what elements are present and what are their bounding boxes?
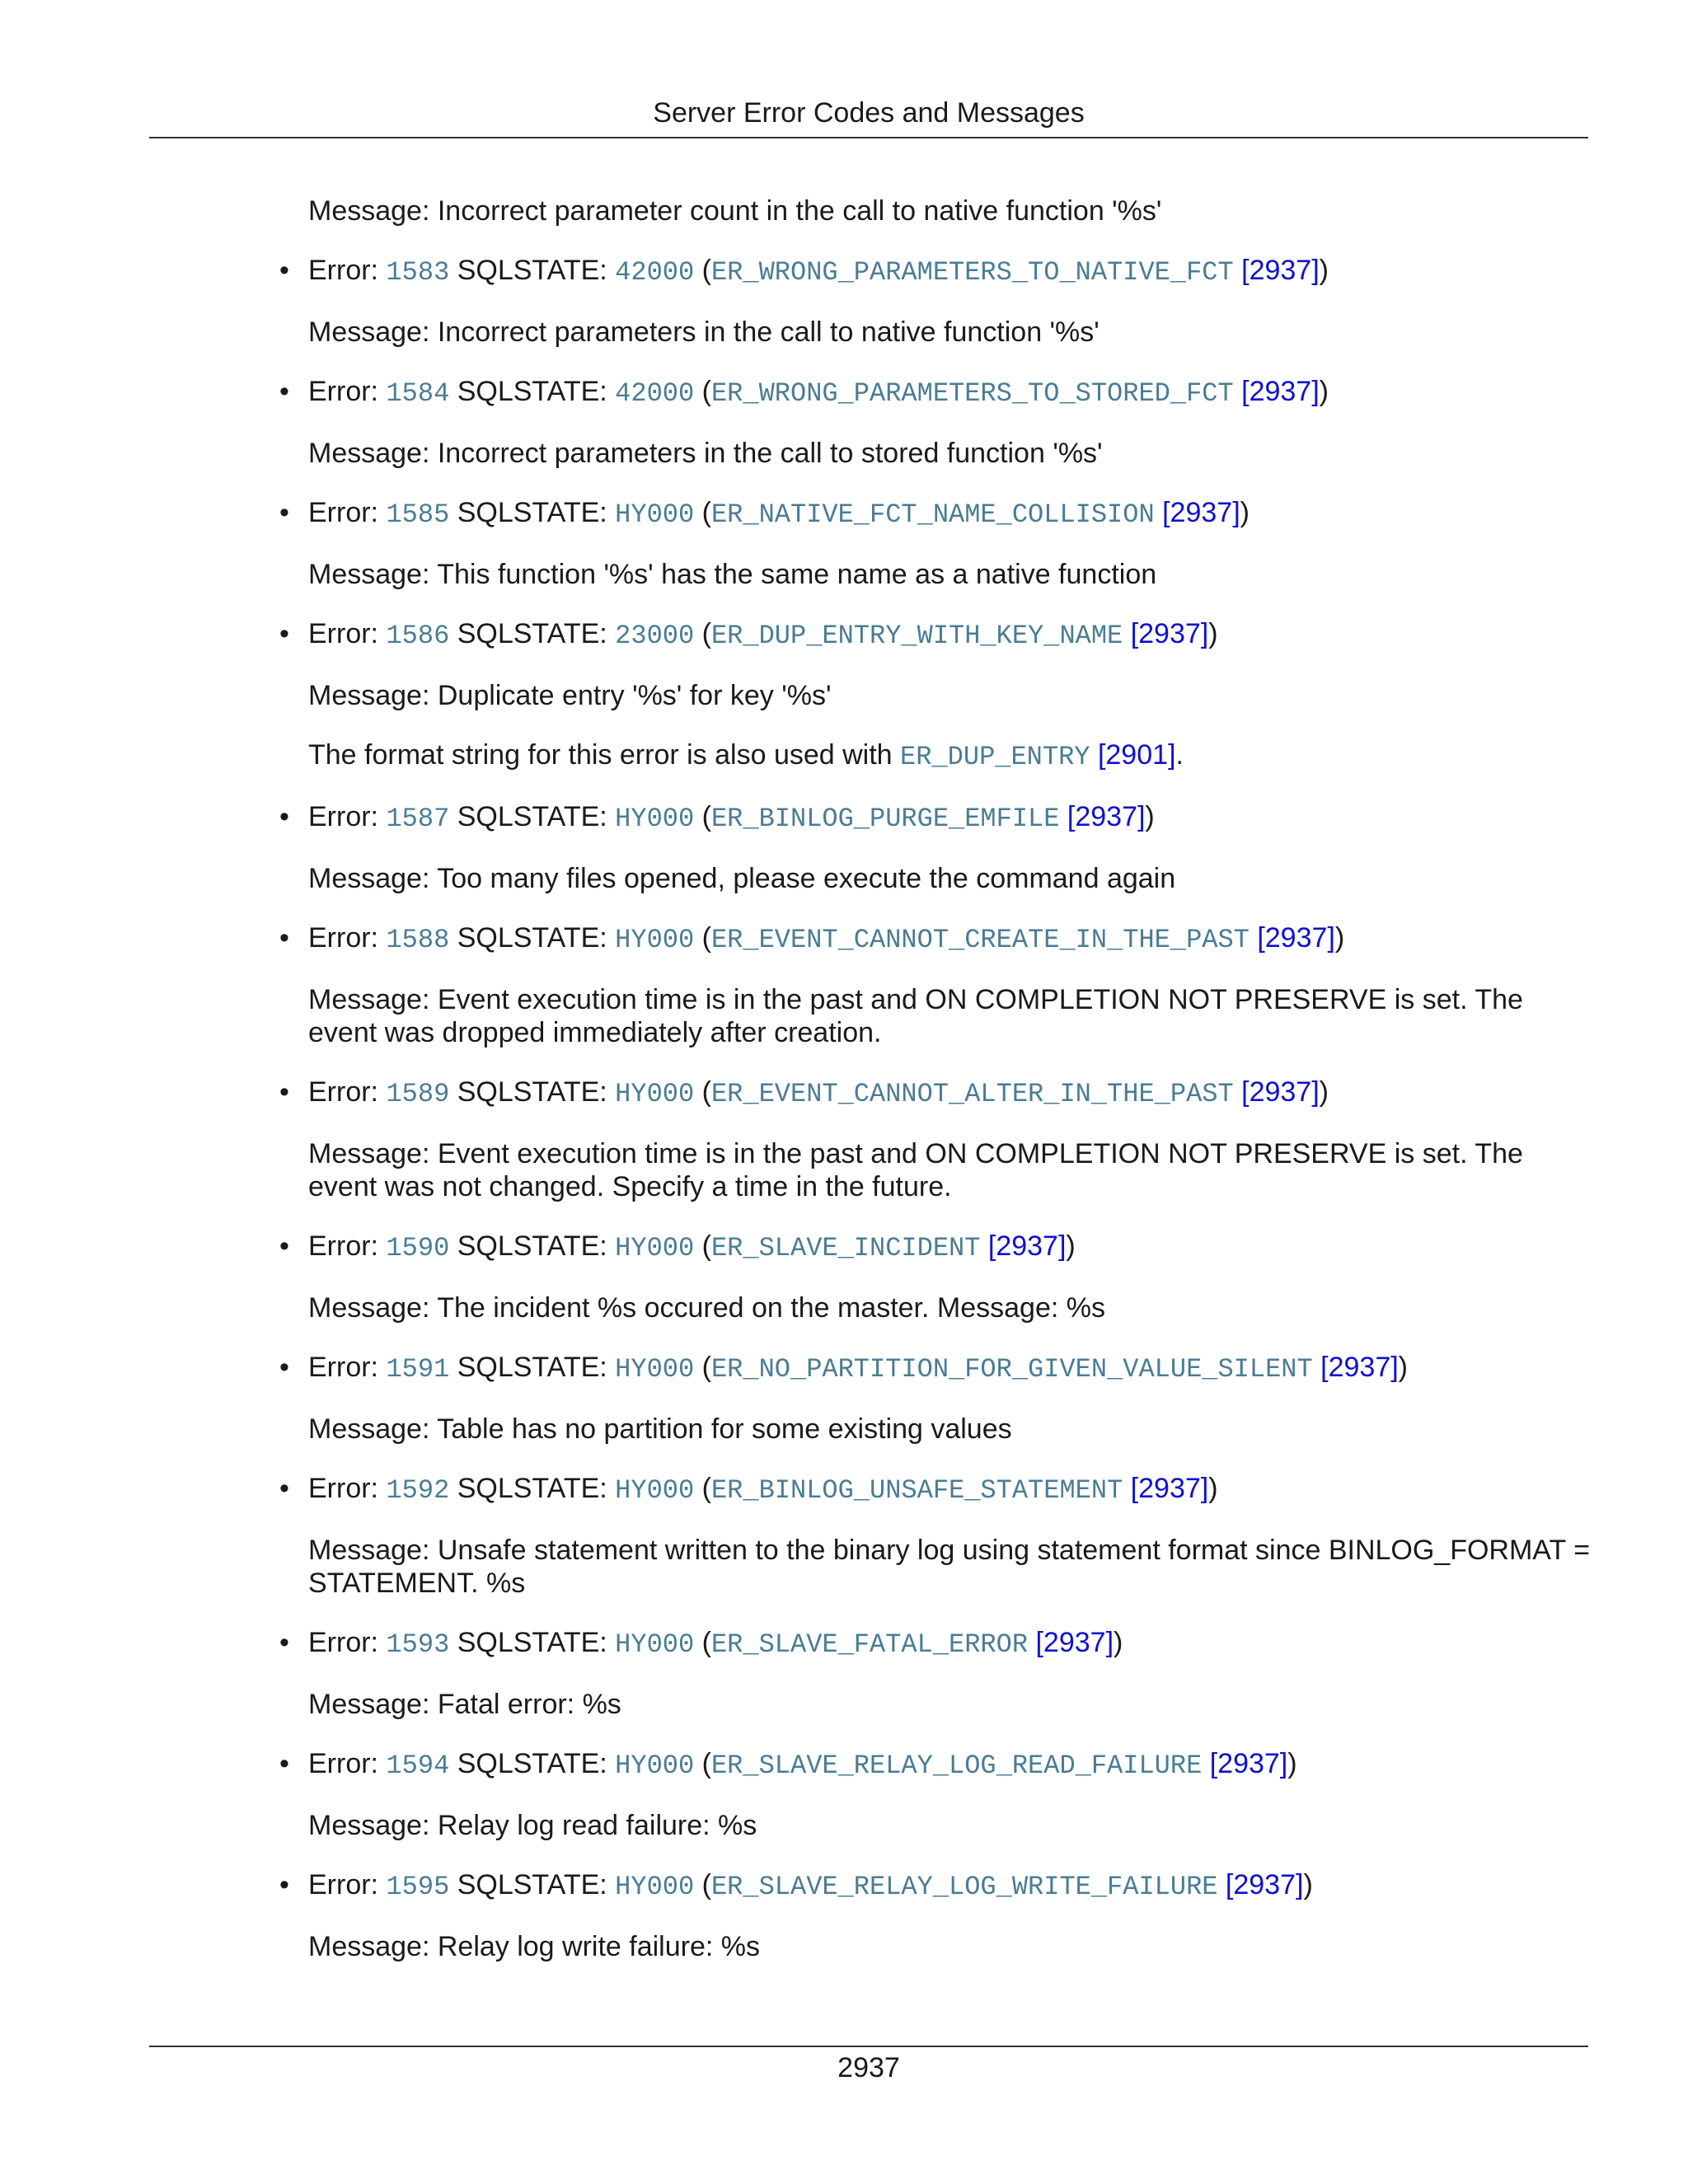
sqlstate-label: SQLSTATE: [449, 1748, 616, 1779]
error-message: Message: Incorrect parameters in the call to stored function '%s' [308, 438, 1103, 469]
error-label: Error: [308, 1230, 387, 1262]
sqlstate-label: SQLSTATE: [449, 497, 616, 528]
sqlstate-label: SQLSTATE: [449, 1076, 616, 1108]
error-number[interactable]: 1593 [386, 1629, 450, 1660]
sqlstate-label: SQLSTATE: [449, 801, 616, 832]
bullet-marker: • [279, 1748, 289, 1779]
bullet-marker: • [279, 1473, 289, 1504]
bullet-marker: • [279, 1869, 289, 1900]
bullet-marker: • [279, 255, 289, 286]
error-symbol[interactable]: ER_WRONG_PARAMETERS_TO_STORED_FCT [710, 378, 1234, 409]
sqlstate-code[interactable]: HY000 [615, 1629, 695, 1660]
sqlstate-label: SQLSTATE: [449, 1869, 616, 1900]
error-symbol[interactable]: ER_SLAVE_INCIDENT [710, 1233, 981, 1263]
page-header-title: Server Error Codes and Messages [653, 97, 1085, 129]
error-entry: • Error: 1594 SQLSTATE: HY000 (ER_SLAVE_RELAY_LOG_READ_FAILURE [2937]) [279, 1748, 1297, 1781]
error-symbol[interactable]: ER_EVENT_CANNOT_ALTER_IN_THE_PAST [710, 1079, 1234, 1109]
error-label: Error: [308, 1627, 387, 1658]
bullet-marker: • [279, 376, 289, 407]
bullet-marker: • [279, 618, 289, 649]
error-message: Message: Relay log read failure: %s [308, 1810, 757, 1841]
error-number[interactable]: 1591 [386, 1354, 450, 1385]
sqlstate-label: SQLSTATE: [449, 1352, 616, 1383]
error-message: Message: Fatal error: %s [308, 1689, 621, 1720]
note-suffix: . [1175, 739, 1184, 771]
sqlstate-label: SQLSTATE: [449, 618, 616, 649]
sqlstate-label: SQLSTATE: [449, 376, 616, 407]
note-text: The format string for this error is also used with [308, 739, 901, 771]
error-message: Message: Event execution time is in the past and ON COMPLETION NOT PRESERVE is set. The event was dropped immediately after creation. [308, 984, 1523, 1048]
error-label: Error: [308, 922, 387, 954]
page-reference-link[interactable]: [2937] [987, 1230, 1067, 1262]
page-reference-link[interactable]: [2937] [1130, 618, 1209, 649]
error-number[interactable]: 1592 [386, 1475, 450, 1506]
page-reference-link[interactable]: [2901] [1097, 739, 1176, 771]
error-note [308, 738, 1594, 774]
error-number[interactable]: 1588 [386, 925, 450, 955]
bullet-marker: • [279, 922, 289, 954]
error-entry: • Error: 1585 SQLSTATE: HY000 (ER_NATIVE_FCT_NAME_COLLISION [2937]) [279, 497, 1250, 530]
sqlstate-code[interactable]: HY000 [615, 1750, 695, 1781]
error-symbol[interactable]: ER_BINLOG_PURGE_EMFILE [710, 804, 1060, 834]
page-reference-link[interactable]: [2937] [1035, 1627, 1114, 1658]
sqlstate-label: SQLSTATE: [449, 1230, 616, 1262]
sqlstate-label: SQLSTATE: [449, 1473, 616, 1504]
error-entry: • Error: 1587 SQLSTATE: HY000 (ER_BINLOG_PURGE_EMFILE [2937]) [279, 801, 1155, 834]
error-symbol[interactable]: ER_WRONG_PARAMETERS_TO_NATIVE_FCT [710, 257, 1234, 288]
error-entry: • Error: 1590 SQLSTATE: HY000 (ER_SLAVE_INCIDENT [2937]) [279, 1230, 1076, 1263]
error-label: Error: [308, 376, 387, 407]
bullet-marker: • [279, 1076, 289, 1108]
sqlstate-code[interactable]: HY000 [615, 499, 695, 530]
error-label: Error: [308, 1748, 387, 1779]
error-symbol[interactable]: ER_EVENT_CANNOT_CREATE_IN_THE_PAST [710, 925, 1250, 955]
error-number[interactable]: 1594 [386, 1750, 450, 1781]
error-symbol[interactable]: ER_SLAVE_RELAY_LOG_READ_FAILURE [710, 1750, 1203, 1781]
error-label: Error: [308, 1076, 387, 1108]
error-label: Error: [308, 618, 387, 649]
sqlstate-code[interactable]: HY000 [615, 1475, 695, 1506]
page-reference-link[interactable]: [2937] [1130, 1473, 1209, 1504]
bullet-marker: • [279, 1627, 289, 1658]
error-message: Message: Table has no partition for some existing values [308, 1413, 1012, 1445]
page-reference-link[interactable]: [2937] [1209, 1748, 1288, 1779]
page-reference-link[interactable]: [2937] [1241, 1076, 1320, 1108]
error-label: Error: [308, 497, 387, 528]
error-entry: • Error: 1589 SQLSTATE: HY000 (ER_EVENT_CANNOT_ALTER_IN_THE_PAST [2937]) [279, 1076, 1329, 1109]
page-number: 2937 [837, 2052, 900, 2083]
error-symbol[interactable]: ER_NO_PARTITION_FOR_GIVEN_VALUE_SILENT [710, 1354, 1313, 1385]
error-symbol[interactable]: ER_DUP_ENTRY_WITH_KEY_NAME [710, 621, 1123, 651]
sqlstate-code[interactable]: 42000 [615, 257, 695, 288]
error-symbol[interactable]: ER_SLAVE_RELAY_LOG_WRITE_FAILURE [710, 1872, 1218, 1902]
sqlstate-label: SQLSTATE: [449, 255, 616, 286]
note-symbol[interactable]: ER_DUP_ENTRY [900, 742, 1090, 772]
sqlstate-label: SQLSTATE: [449, 922, 616, 954]
page-reference-link[interactable]: [2937] [1320, 1352, 1399, 1383]
page-reference-link[interactable]: [2937] [1162, 497, 1240, 528]
sqlstate-code[interactable]: 42000 [615, 378, 695, 409]
intro-message: Message: Incorrect parameter count in the call to native function '%s' [308, 195, 1162, 227]
error-label: Error: [308, 1473, 387, 1504]
bullet-marker: • [279, 801, 289, 832]
error-symbol[interactable]: ER_NATIVE_FCT_NAME_COLLISION [710, 499, 1155, 530]
error-message: Message: Too many files opened, please execute the command again [308, 863, 1176, 894]
error-entry: • Error: 1591 SQLSTATE: HY000 (ER_NO_PARTITION_FOR_GIVEN_VALUE_SILENT [2937]) [279, 1352, 1408, 1385]
error-message: Message: The incident %s occured on the master. Message: %s [308, 1292, 1105, 1324]
error-entry: • Error: 1584 SQLSTATE: 42000 (ER_WRONG_PARAMETERS_TO_STORED_FCT [2937]) [279, 376, 1329, 409]
error-entry: • Error: 1595 SQLSTATE: HY000 (ER_SLAVE_RELAY_LOG_WRITE_FAILURE [2937]) [279, 1869, 1313, 1902]
error-message: Message: Event execution time is in the past and ON COMPLETION NOT PRESERVE is set. The event was not changed. Specify a time in the future. [308, 1138, 1523, 1202]
sqlstate-label: SQLSTATE: [449, 1627, 616, 1658]
error-entry: • Error: 1583 SQLSTATE: 42000 (ER_WRONG_PARAMETERS_TO_NATIVE_FCT [2937]) [279, 255, 1329, 288]
error-entry: • Error: 1586 SQLSTATE: 23000 (ER_DUP_ENTRY_WITH_KEY_NAME [2937]) [279, 618, 1218, 651]
page-reference-link[interactable]: [2937] [1241, 376, 1320, 407]
error-label: Error: [308, 1869, 387, 1900]
error-symbol[interactable]: ER_BINLOG_UNSAFE_STATEMENT [710, 1475, 1123, 1506]
error-message: Message: Unsafe statement written to the binary log using statement format since BINLOG_FORMAT = STATEMENT. %s [308, 1535, 1590, 1599]
bullet-marker: • [279, 497, 289, 528]
error-number[interactable]: 1584 [386, 378, 450, 409]
error-label: Error: [308, 1352, 387, 1383]
sqlstate-code[interactable]: HY000 [615, 925, 695, 955]
footer-divider [149, 2046, 1588, 2047]
page-reference-link[interactable]: [2937] [1241, 255, 1320, 286]
page-reference-link[interactable]: [2937] [1067, 801, 1146, 832]
error-number[interactable]: 1586 [386, 621, 450, 651]
sqlstate-code[interactable]: HY000 [615, 1872, 695, 1902]
error-symbol[interactable]: ER_SLAVE_FATAL_ERROR [710, 1629, 1029, 1660]
error-entry: • Error: 1592 SQLSTATE: HY000 (ER_BINLOG_UNSAFE_STATEMENT [2937]) [279, 1473, 1218, 1506]
error-number[interactable]: 1583 [386, 257, 450, 288]
error-message: Message: Relay log write failure: %s [308, 1931, 761, 1962]
bullet-marker: • [279, 1352, 289, 1383]
error-message: Message: This function '%s' has the same name as a native function [308, 559, 1157, 590]
error-message: Message: Duplicate entry '%s' for key '%s' [308, 680, 832, 711]
error-message: Message: Incorrect parameters in the call to native function '%s' [308, 316, 1100, 348]
error-number[interactable]: 1590 [386, 1233, 450, 1263]
page-reference-link[interactable]: [2937] [1225, 1869, 1304, 1900]
error-number[interactable]: 1595 [386, 1872, 450, 1902]
header-divider [149, 137, 1588, 138]
error-entry: • Error: 1588 SQLSTATE: HY000 (ER_EVENT_CANNOT_CREATE_IN_THE_PAST [2937]) [279, 922, 1345, 955]
sqlstate-code[interactable]: HY000 [615, 1233, 695, 1263]
error-number[interactable]: 1587 [386, 804, 450, 834]
error-label: Error: [308, 801, 387, 832]
sqlstate-code[interactable]: 23000 [615, 621, 695, 651]
error-number[interactable]: 1585 [386, 499, 450, 530]
error-label: Error: [308, 255, 387, 286]
sqlstate-code[interactable]: HY000 [615, 1354, 695, 1385]
sqlstate-code[interactable]: HY000 [615, 1079, 695, 1109]
page-reference-link[interactable]: [2937] [1257, 922, 1335, 954]
bullet-marker: • [279, 1230, 289, 1262]
error-list [279, 194, 1594, 1990]
error-number[interactable]: 1589 [386, 1079, 450, 1109]
sqlstate-code[interactable]: HY000 [615, 804, 695, 834]
error-entry: • Error: 1593 SQLSTATE: HY000 (ER_SLAVE_FATAL_ERROR [2937]) [279, 1627, 1123, 1660]
